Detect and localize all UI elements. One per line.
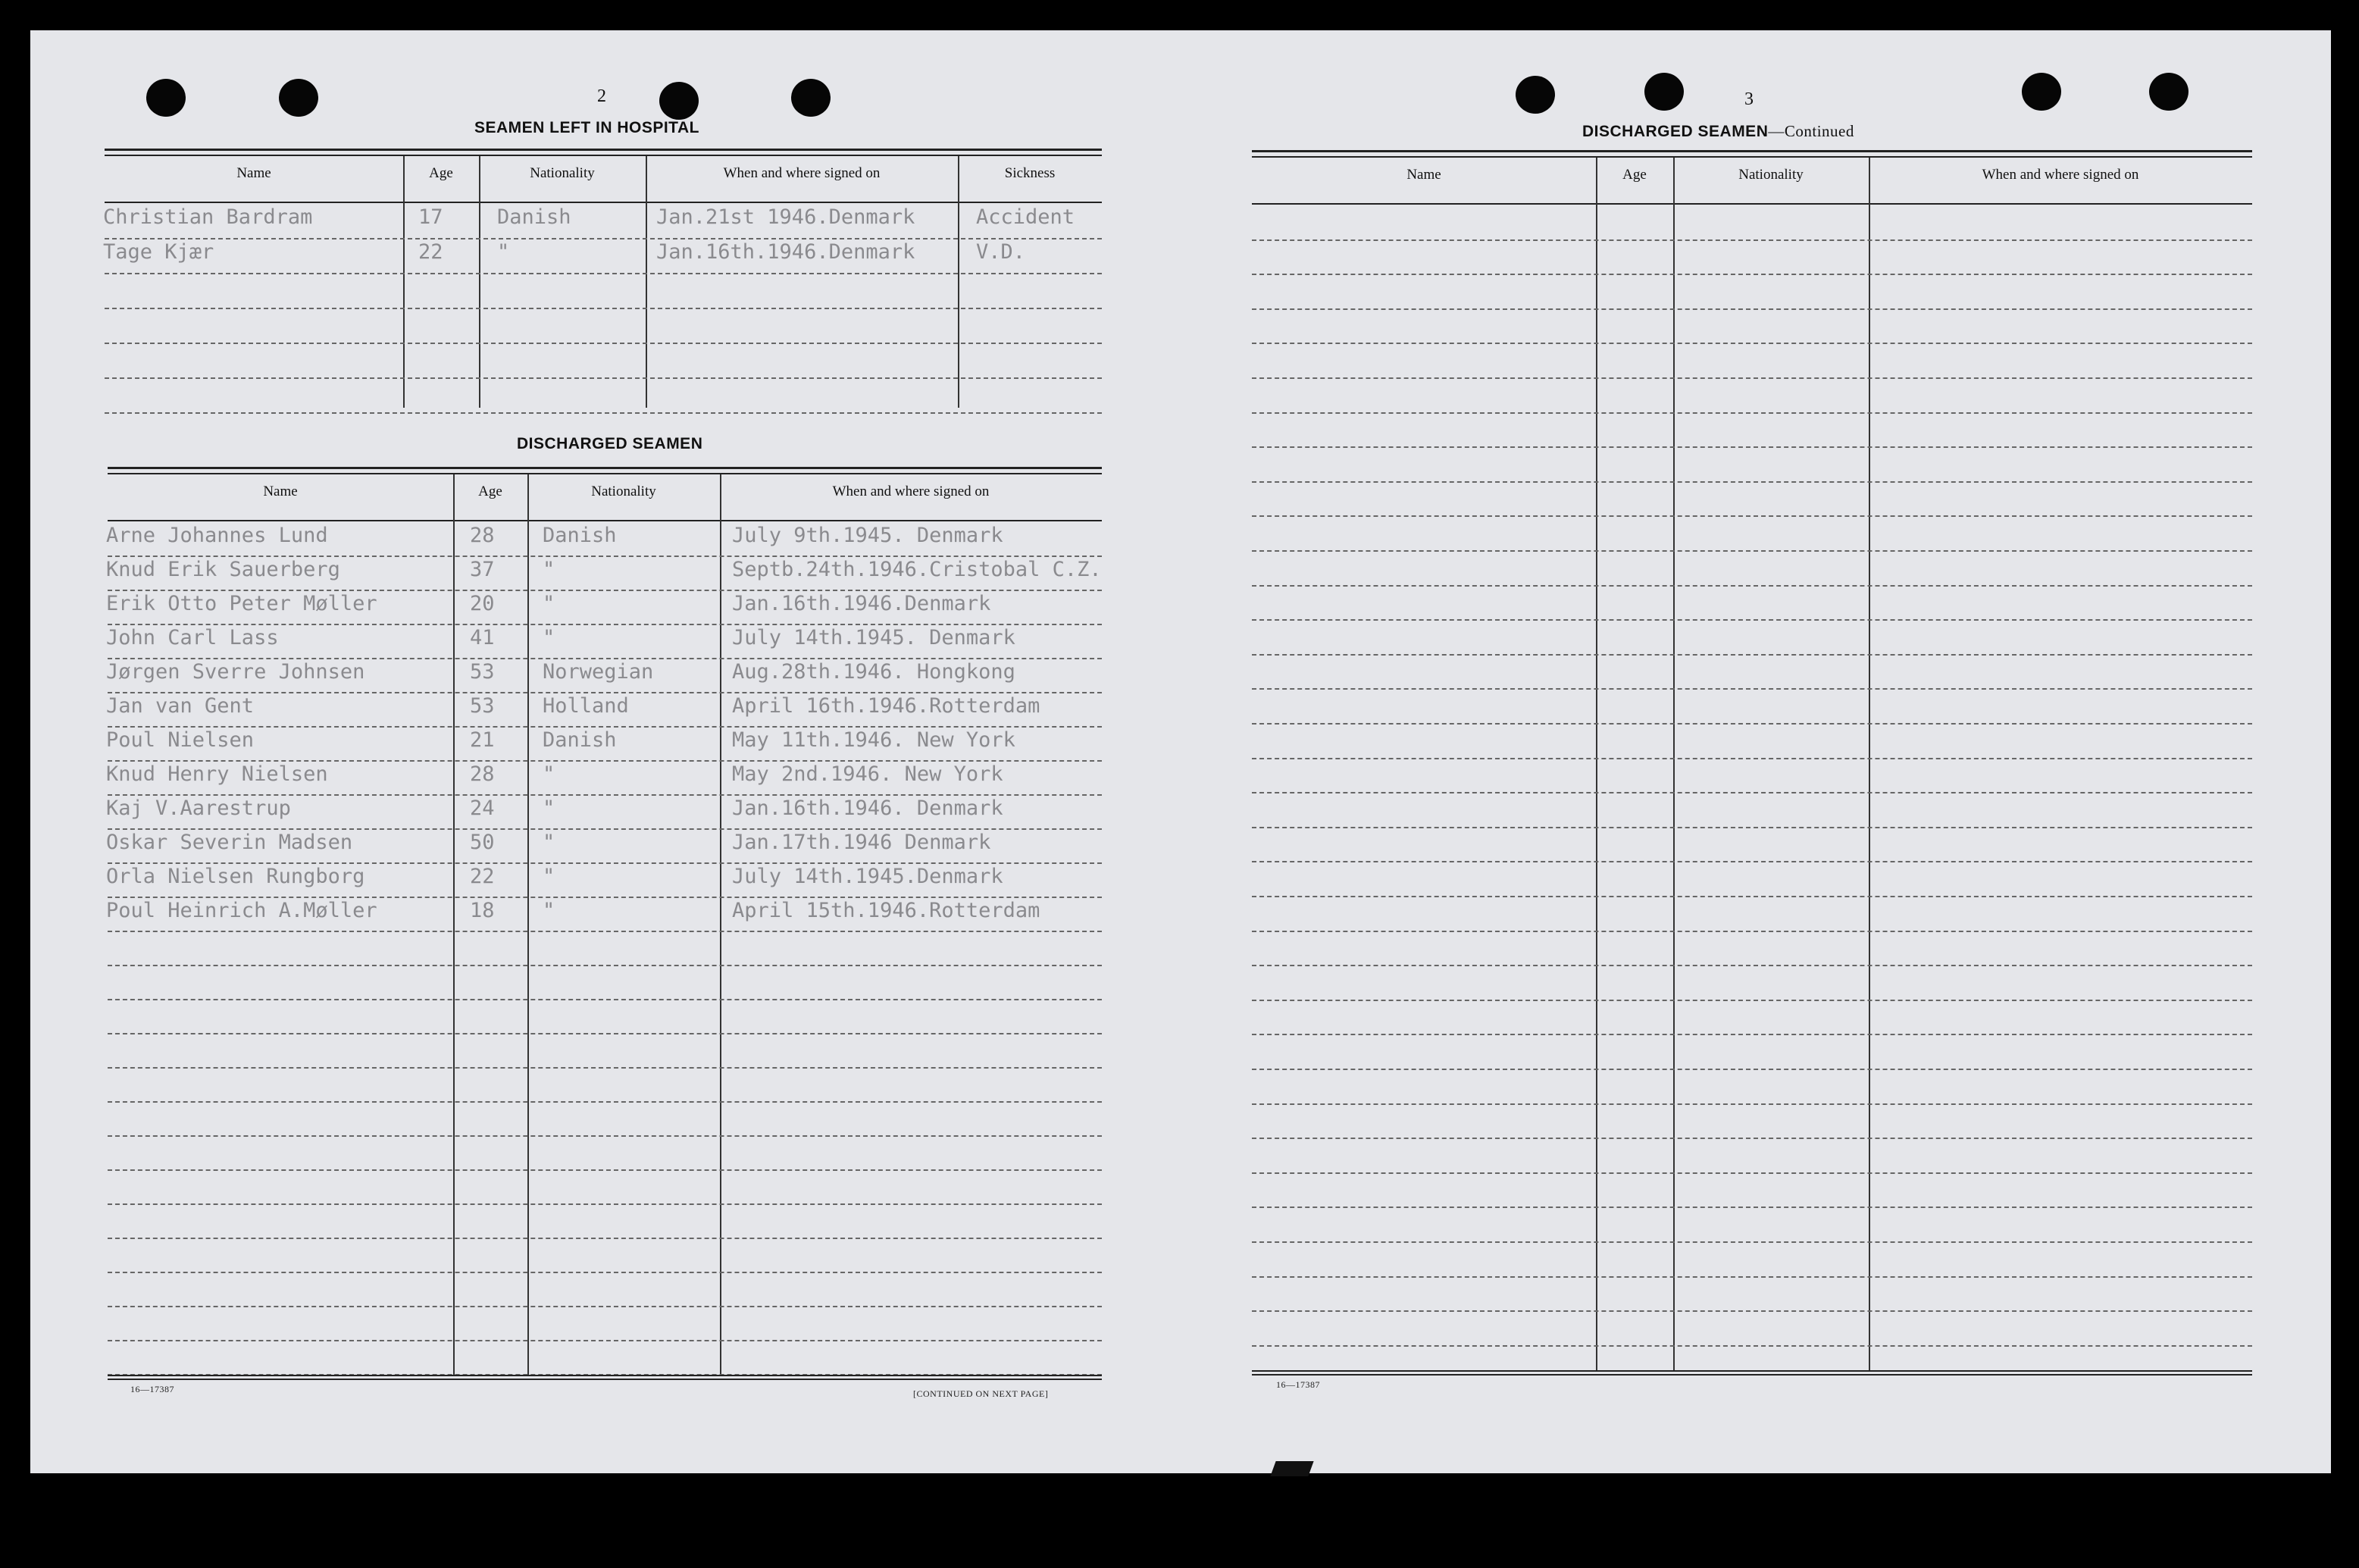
table-cell: Erik Otto Peter Møller [106, 592, 377, 615]
table-cell: 22 [470, 865, 495, 888]
table-cell: 22 [418, 240, 443, 264]
row-line [1252, 758, 2252, 759]
row-line [108, 624, 1102, 625]
column-header: Nationality [530, 165, 595, 181]
table-top-rule [105, 149, 1102, 151]
table-bottom-rule [108, 1379, 1102, 1380]
table-cell: " [497, 240, 510, 264]
row-line [1252, 619, 2252, 621]
row-line [108, 1272, 1102, 1273]
row-line [105, 273, 1102, 274]
punch-hole [279, 79, 318, 117]
row-line [108, 794, 1102, 796]
row-line [108, 1169, 1102, 1171]
table-cell: 28 [470, 524, 495, 547]
table-cell: V.D. [976, 240, 1026, 264]
table-cell: Oskar Severin Madsen [106, 831, 353, 854]
row-line [1252, 1069, 2252, 1070]
table-cell: 53 [470, 694, 495, 718]
row-line [1252, 1207, 2252, 1208]
row-line [108, 1203, 1102, 1205]
row-line [1252, 343, 2252, 344]
table-cell: 17 [418, 205, 443, 229]
table-cell: Orla Nielsen Rungborg [106, 865, 365, 888]
table-top-rule [108, 473, 1102, 474]
table-cell: Jan.16th.1946.Denmark [732, 592, 991, 615]
table-bottom-rule [1252, 1370, 2252, 1372]
table-cell: " [543, 762, 555, 786]
row-line [1252, 550, 2252, 552]
table-top-rule [1252, 156, 2252, 158]
column-header: Name [236, 165, 271, 181]
table-cell: Kaj V.Aarestrup [106, 797, 291, 820]
row-line [105, 377, 1102, 379]
column-header: Age [478, 484, 502, 499]
row-line [1252, 1103, 2252, 1105]
column-header: Nationality [1738, 167, 1804, 183]
table-cell: Arne Johannes Lund [106, 524, 328, 547]
table-cell: July 14th.1945. Denmark [732, 626, 1015, 649]
row-line [105, 412, 1102, 414]
column-header: Name [263, 484, 298, 499]
row-line [1252, 412, 2252, 414]
table-cell: " [543, 558, 555, 581]
column-divider [720, 474, 721, 1375]
table-cell: Tage Kjær [103, 240, 214, 264]
table-cell: Jørgen Sverre Johnsen [106, 660, 365, 684]
table-cell: Norwegian [543, 660, 654, 684]
row-line [1252, 446, 2252, 448]
row-line [1252, 792, 2252, 793]
row-line [1252, 1034, 2252, 1035]
punch-hole [659, 82, 699, 120]
row-line [108, 1340, 1102, 1341]
row-line [1252, 239, 2252, 241]
table-cell: Aug.28th.1946. Hongkong [732, 660, 1015, 684]
discharged-continued-title [1582, 122, 1854, 141]
row-line [1252, 931, 2252, 932]
table-cell: April 15th.1946.Rotterdam [732, 899, 1040, 922]
table-cell: Christian Bardram [103, 205, 313, 229]
page-number: 3 [1744, 89, 1754, 109]
table-cell: Danish [543, 728, 617, 752]
row-line [1252, 861, 2252, 862]
row-line [1252, 1310, 2252, 1312]
row-line [108, 1101, 1102, 1103]
page-number: 2 [597, 86, 606, 106]
column-divider [1673, 158, 1675, 1370]
table-cell: Jan.17th.1946 Denmark [732, 831, 991, 854]
table-cell: Knud Erik Sauerberg [106, 558, 340, 581]
punch-hole [1516, 76, 1555, 114]
column-header: Name [1406, 167, 1441, 183]
table-cell: April 16th.1946.Rotterdam [732, 694, 1040, 718]
header-underline [105, 202, 1102, 203]
row-line [1252, 1241, 2252, 1243]
table-cell: Accident [976, 205, 1075, 229]
column-header: Age [429, 165, 453, 181]
column-divider [646, 156, 647, 408]
row-line [108, 828, 1102, 830]
table-cell: Danish [543, 524, 617, 547]
form-number: 16—17387 [130, 1384, 174, 1394]
row-line [1252, 481, 2252, 483]
column-header: When and where signed on [832, 484, 990, 499]
header-underline [108, 520, 1102, 521]
row-line [1252, 688, 2252, 690]
column-header: When and where signed on [723, 165, 881, 181]
punch-hole [2022, 73, 2061, 111]
row-line [1252, 723, 2252, 725]
table-cell: John Carl Lass [106, 626, 279, 649]
row-line [105, 238, 1102, 239]
table-cell: 41 [470, 626, 495, 649]
column-divider [453, 474, 455, 1375]
table-cell: Jan van Gent [106, 694, 255, 718]
table-cell: Knud Henry Nielsen [106, 762, 328, 786]
column-header: Sickness [1004, 165, 1056, 181]
table-cell: May 2nd.1946. New York [732, 762, 1003, 786]
table-cell: " [543, 865, 555, 888]
table-cell: Holland [543, 694, 629, 718]
row-line [1252, 1276, 2252, 1278]
header-underline [1252, 203, 2252, 205]
table-cell: 50 [470, 831, 495, 854]
row-line [105, 308, 1102, 309]
table-cell: 20 [470, 592, 495, 615]
row-line [108, 1135, 1102, 1137]
column-divider [1596, 158, 1597, 1370]
continued-note: [CONTINUED ON NEXT PAGE] [913, 1388, 1049, 1399]
row-line [108, 590, 1102, 591]
row-line [1252, 585, 2252, 587]
table-cell: Jan.16th.1946. Denmark [732, 797, 1003, 820]
table-cell: Poul Heinrich A.Møller [106, 899, 377, 922]
row-line [108, 692, 1102, 693]
table-top-rule [1252, 150, 2252, 152]
row-line [108, 1067, 1102, 1069]
column-divider [1869, 158, 1870, 1370]
row-line [1252, 377, 2252, 379]
row-line [108, 760, 1102, 762]
table-cell: 53 [470, 660, 495, 684]
column-divider [403, 156, 405, 408]
table-cell: Jan.21st 1946.Denmark [656, 205, 915, 229]
row-line [108, 658, 1102, 659]
column-divider [479, 156, 480, 408]
column-divider [527, 474, 529, 1375]
form-number: 16—17387 [1276, 1379, 1320, 1390]
row-line [108, 931, 1102, 932]
row-line [1252, 827, 2252, 828]
table-cell: Poul Nielsen [106, 728, 255, 752]
table-bottom-rule [1252, 1374, 2252, 1376]
table-cell: May 11th.1946. New York [732, 728, 1015, 752]
table-top-rule [105, 155, 1102, 156]
table-cell: July 14th.1945.Denmark [732, 865, 1003, 888]
row-line [1252, 896, 2252, 897]
row-line [1252, 965, 2252, 966]
row-line [108, 1033, 1102, 1034]
row-line [1252, 654, 2252, 656]
row-line [108, 1306, 1102, 1307]
row-line [1252, 515, 2252, 517]
column-divider [958, 156, 959, 408]
title-suffix: —Continued [1768, 122, 1854, 140]
punch-hole [146, 79, 186, 117]
row-line [108, 999, 1102, 1000]
table-cell: " [543, 797, 555, 820]
punch-hole [2149, 73, 2188, 111]
title-main: DISCHARGED SEAMEN [1582, 123, 1769, 140]
column-header: Age [1622, 167, 1647, 183]
discharged-section-title: DISCHARGED SEAMEN [517, 435, 703, 452]
column-header: Nationality [591, 484, 656, 499]
row-line [108, 726, 1102, 728]
table-cell: 37 [470, 558, 495, 581]
table-cell: " [543, 831, 555, 854]
table-cell: " [543, 626, 555, 649]
row-line [108, 965, 1102, 966]
punch-hole [791, 79, 831, 117]
table-cell: 21 [470, 728, 495, 752]
table-cell: July 9th.1945. Denmark [732, 524, 1003, 547]
hospital-section-title: SEAMEN LEFT IN HOSPITAL [474, 119, 699, 136]
document-paper [30, 30, 2331, 1473]
table-cell: Septb.24th.1946.Cristobal C.Z. [732, 558, 1102, 581]
table-cell: 28 [470, 762, 495, 786]
table-cell: 18 [470, 899, 495, 922]
table-cell: 24 [470, 797, 495, 820]
row-line [1252, 1345, 2252, 1347]
table-cell: " [543, 899, 555, 922]
row-line [1252, 308, 2252, 310]
column-header: When and where signed on [1982, 167, 2139, 183]
row-line [108, 862, 1102, 864]
table-cell: Jan.16th.1946.Denmark [656, 240, 915, 264]
row-line [108, 556, 1102, 557]
table-cell: " [543, 592, 555, 615]
punch-hole [1644, 73, 1684, 111]
row-line [108, 1238, 1102, 1239]
table-top-rule [108, 467, 1102, 469]
row-line [1252, 1172, 2252, 1174]
row-line [108, 897, 1102, 898]
paper-tab [1270, 1461, 1313, 1476]
row-line [1252, 274, 2252, 275]
row-line [1252, 1000, 2252, 1001]
row-line [1252, 1138, 2252, 1139]
row-line [105, 343, 1102, 344]
table-bottom-rule [108, 1375, 1102, 1376]
table-cell: Danish [497, 205, 571, 229]
